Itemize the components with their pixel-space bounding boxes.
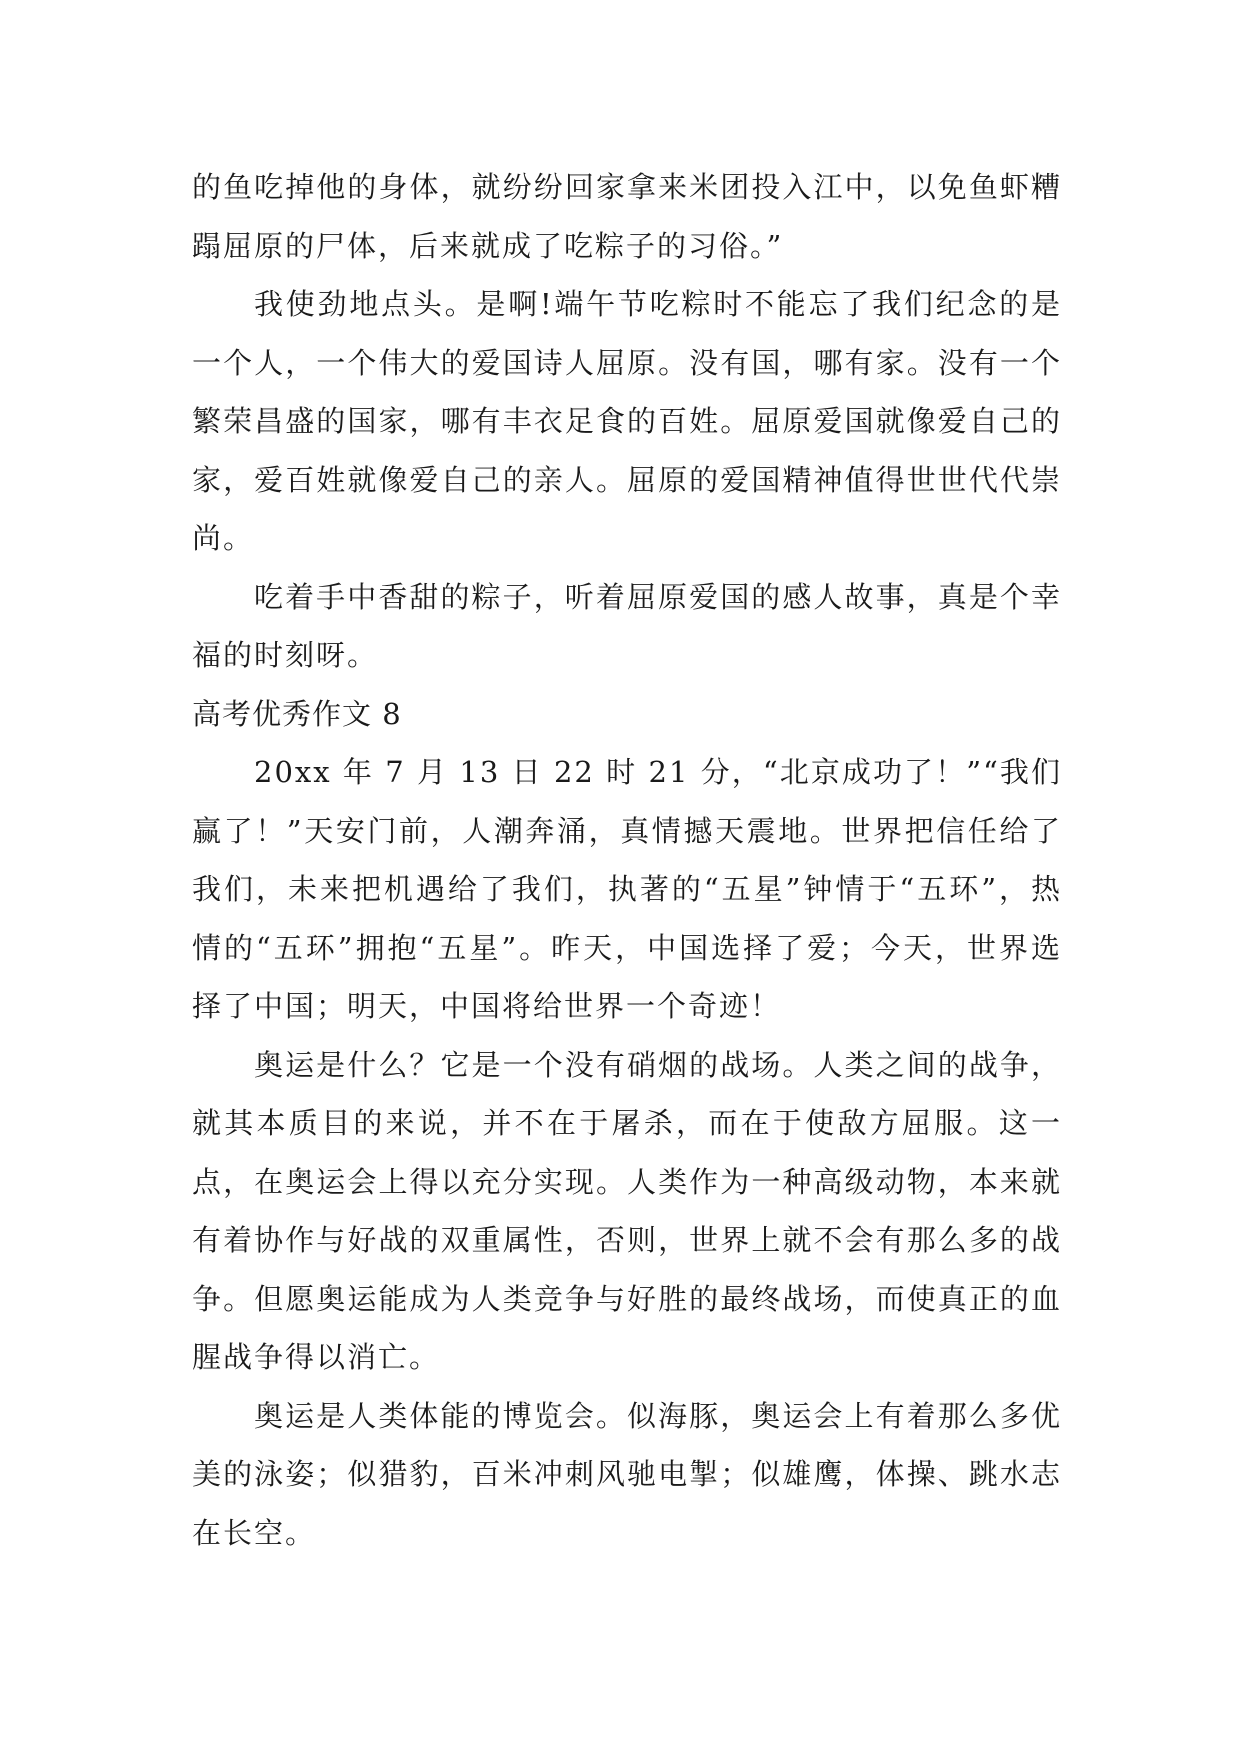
paragraph: 奥运是人类体能的博览会。似海豚，奥运会上有着那么多优美的泳姿；似猎豹，百米冲刺风驰电掣；似雄鹰，体操、跳水志在长空。	[192, 1398, 1062, 1550]
paragraph: 吃着手中香甜的粽子，听着屈原爱国的感人故事，真是个幸福的时刻呀。	[192, 579, 1062, 672]
paragraph: 20xx 年 7 月 13 日 22 时 21 分，“北京成功了！”“我们赢了！”天安门前，人潮奔涌，真情撼天震地。世界把信任给了我们，未来把机遇给了我们，执著的“五星”钟情于“五环”，热情的“五环”拥抱“五星”。昨天，中国选择了爱；今天，世界选择了中国；明天，中国将给世界一个奇迹！	[192, 755, 1062, 1023]
paragraph-continued: 的鱼吃掉他的身体，就纷纷回家拿来米团投入江中，以免鱼虾糟蹋屈原的尸体，后来就成了吃粽子的习俗。”	[192, 170, 1062, 263]
paragraph: 奥运是什么？它是一个没有硝烟的战场。人类之间的战争，就其本质目的来说，并不在于屠杀，而在于使敌方屈服。这一点，在奥运会上得以充分实现。人类作为一种高级动物，本来就有着协作与好战的双重属性，否则，世界上就不会有那么多的战争。但愿奥运能成为人类竞争与好胜的最终战场，而使真正的血腥战争得以消亡。	[192, 1047, 1062, 1374]
paragraph: 我使劲地点头。是啊!端午节吃粽时不能忘了我们纪念的是一个人，一个伟大的爱国诗人屈原。没有国，哪有家。没有一个繁荣昌盛的国家，哪有丰衣足食的百姓。屈原爱国就像爱自己的家，爱百姓就像爱自己的亲人。屈原的爱国精神值得世世代代崇尚。	[192, 287, 1062, 555]
document-body	[192, 158, 1062, 1562]
section-heading: 高考优秀作文 8	[192, 696, 402, 731]
